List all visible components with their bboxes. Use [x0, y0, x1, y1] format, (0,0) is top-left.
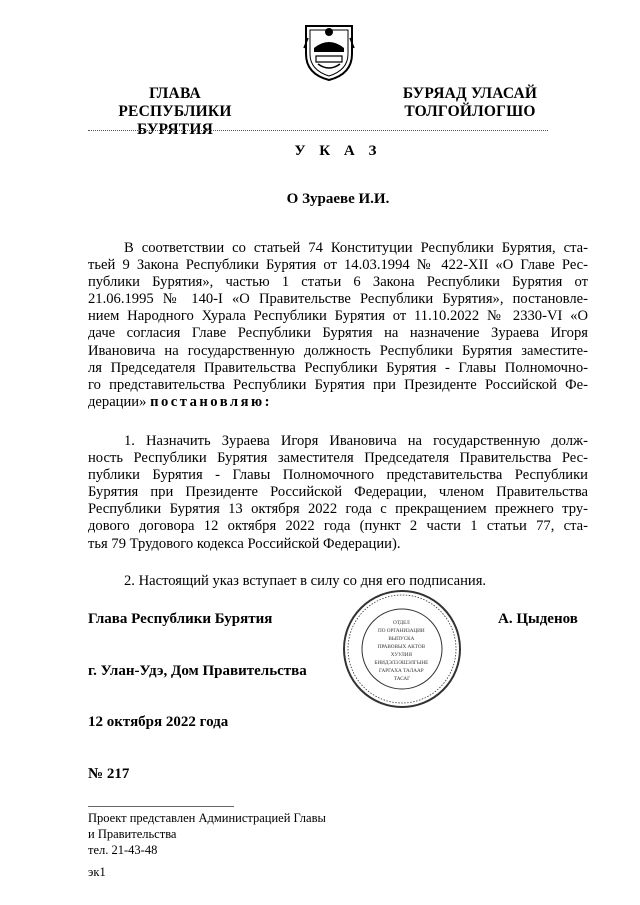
document-number: № 217 [88, 766, 130, 782]
preamble-line: даче согласия Главе Республики Бурятия на назначение Зураева Игоря [88, 325, 588, 342]
item-1-line: Республики Бурятия 13 октября 2022 года с прекращением прежнего тру- [88, 501, 588, 518]
preamble-line: нием Народного Хурала Республики Бурятия от 11.10.2022 № 2330-VI «О [88, 308, 588, 325]
footer-line: Проект представлен Администрацией Главы [88, 811, 326, 825]
item-1-line: Бурятия при Президенте Российской Федерации, членом Правительства [88, 484, 588, 501]
document-subject: О Зураеве И.И. [286, 191, 390, 207]
header-divider [88, 130, 548, 131]
document-type: У К А З [294, 143, 382, 159]
item-1-line: дового договора 12 октября 2022 года (пункт 2 части 1 статьи 77, ста- [88, 518, 588, 535]
preamble-line: Ивановича на государственную должность Республики Бурятия заместите- [88, 342, 588, 359]
stamp-line: ПРАВОВЫХ АКТОВ [377, 644, 426, 650]
footer-divider [88, 806, 234, 807]
footer-note [88, 810, 326, 858]
footer-line: и Правительства [88, 827, 177, 841]
preamble-line: публики Бурятия», частью 1 статьи 6 Закона Республики Бурятия от [88, 274, 588, 291]
coat-of-arms-emblem [300, 18, 358, 82]
svg-text:ОТДЕЛ ПО ОРГАНИЗАЦИИ В [374, 620, 429, 682]
signatory-position: Глава Республики Бурятия [88, 611, 273, 627]
preamble-line: го представительства Республики Бурятия при Президенте Российской Фе- [88, 376, 588, 393]
signing-place: г. Улан-Удэ, Дом Правительства [88, 663, 307, 679]
header-right [380, 85, 560, 121]
signing-date: 12 октября 2022 года [88, 714, 229, 730]
preamble-final-line [88, 394, 588, 411]
preamble-line: ля Председателя Правительства Республики Бурятия - Главы Полномочно- [88, 359, 588, 376]
preamble-paragraph [88, 240, 588, 411]
item-2-paragraph [88, 573, 588, 590]
item-2-line: 2. Настоящий указ вступает в силу со дня его подписания. [124, 573, 487, 589]
official-stamp [341, 588, 463, 710]
stamp-line: БИИДЭЛЭЭШЭЛГЫНЕ [374, 660, 429, 666]
preamble-line: тьей 9 Закона Республики Бурятия от 14.03.1994 № 422-XII «О Главе Рес- [88, 257, 588, 274]
header-left-line1: ГЛАВА [149, 85, 201, 102]
decree-word: постановляю: [150, 393, 273, 410]
stamp-line: ХУУЛИЯ [390, 652, 412, 658]
preamble-line: 21.06.1995 № 140-I «О Правительстве Республики Бурятия», постановле- [88, 291, 588, 308]
header-right-line1: БУРЯАД УЛАСАЙ [402, 85, 538, 102]
preamble-end: дерации» [88, 393, 147, 410]
preamble-line: В соответствии со статьей 74 Конституции Республики Бурятия, ста- [124, 240, 588, 256]
signatory-name: А. Цыденов [498, 611, 578, 627]
stamp-line: ОТДЕЛ [392, 620, 410, 626]
stamp-line: ГАРГАХА ТАЛААР [379, 668, 424, 674]
item-1-paragraph [88, 433, 588, 553]
header-left-line2: РЕСПУБЛИКИ БУРЯТИЯ [118, 103, 232, 138]
stamp-line: ВЫПУСКА [388, 636, 415, 642]
item-1-line: 1. Назначить Зураева Игоря Ивановича на государственную долж- [124, 433, 588, 449]
item-1-line: публики Бурятия - Главы Полномочного представительства Республики [88, 467, 588, 484]
footer-line: тел. 21-43-48 [88, 843, 158, 857]
item-1-line: ность Республики Бурятия заместителя Председателя Правительства Рес- [88, 450, 588, 467]
item-1-line: тья 79 Трудового кодекса Российской Федерации). [88, 535, 401, 552]
footer-code: эк1 [88, 865, 106, 879]
header-right-line2: ТОЛГОЙЛОГШО [404, 103, 536, 120]
stamp-line: ТАСАГ [393, 676, 411, 682]
stamp-line: ПО ОРГАНИЗАЦИИ [378, 628, 425, 634]
